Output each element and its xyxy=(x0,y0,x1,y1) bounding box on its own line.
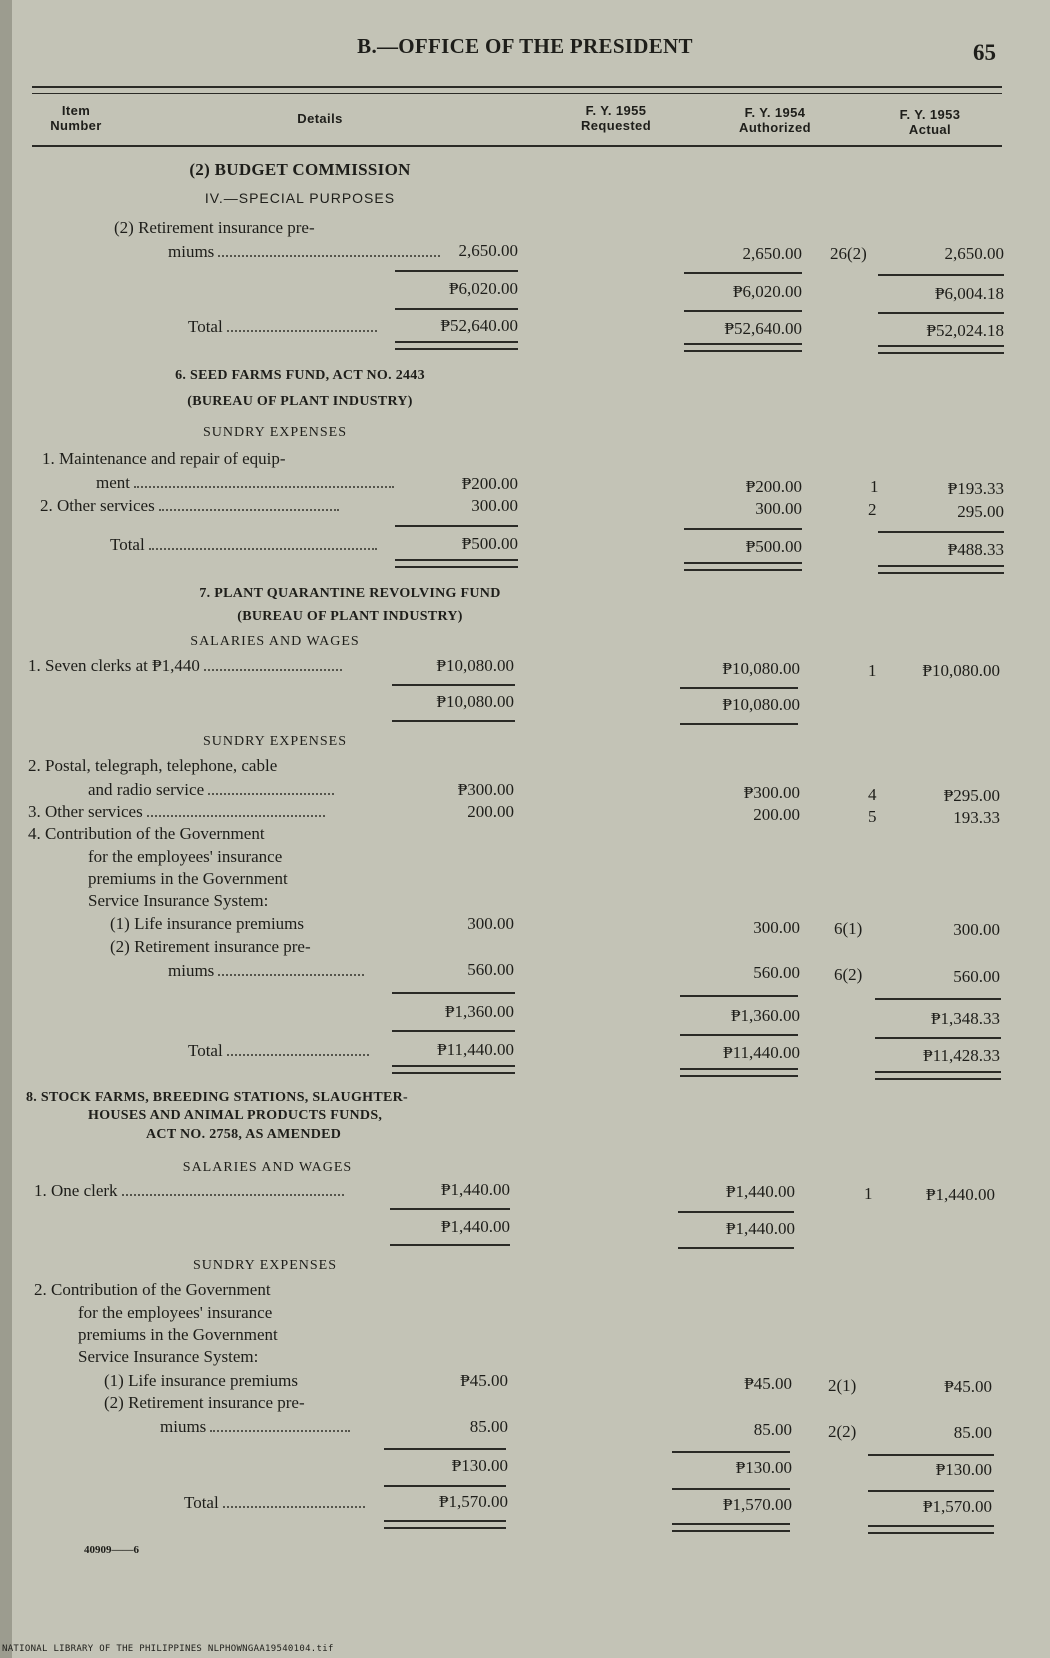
fy1955-value: ₱45.00 xyxy=(460,1371,508,1390)
total-rule xyxy=(672,1488,790,1490)
subtotal-rule xyxy=(680,687,798,689)
subtotal-rule xyxy=(384,1448,506,1450)
fy1954-value: ₱45.00 xyxy=(744,1374,792,1393)
section-heading: 8. STOCK FARMS, BREEDING STATIONS, SLAUGHTER- xyxy=(26,1090,408,1105)
fy1954-total: ₱500.00 xyxy=(745,537,802,556)
item-label: (1) Life insurance premiums xyxy=(104,1371,299,1390)
total-label: Total xyxy=(184,1492,365,1513)
fy1953-value: 560.00 xyxy=(953,967,1000,986)
item-label-cont: premiums in the Government xyxy=(78,1325,278,1344)
item-label-cont: miums xyxy=(160,1416,350,1437)
total-rule xyxy=(878,531,1004,533)
fy1953-subtotal: ₱1,348.33 xyxy=(931,1009,1000,1028)
item-label: 2. Postal, telegraph, telephone, cable xyxy=(28,756,278,775)
total-double-rule xyxy=(680,1068,798,1077)
reference-number: 26(2) xyxy=(830,244,867,263)
total-rule xyxy=(392,1030,515,1032)
subtotal-rule xyxy=(680,995,798,997)
item-label: 3. Other services xyxy=(28,801,325,822)
col-fy1953: F. Y. 1953 Actual xyxy=(899,107,961,137)
total-double-rule xyxy=(395,559,518,568)
section-subheading: IV.—SPECIAL PURPOSES xyxy=(204,190,396,206)
total-double-rule xyxy=(868,1525,994,1534)
fy1953-value: ₱45.00 xyxy=(944,1377,992,1396)
fy1953-value: ₱193.33 xyxy=(947,479,1004,498)
item-label: 2. Contribution of the Government xyxy=(34,1280,271,1299)
total-double-rule xyxy=(878,345,1004,354)
fy1954-subtotal: ₱1,440.00 xyxy=(726,1219,795,1238)
item-label-cont: for the employees' insurance xyxy=(78,1303,273,1322)
item-label-cont: Service Insurance System: xyxy=(88,891,269,910)
section-heading: 6. SEED FARMS FUND, ACT NO. 2443 xyxy=(175,368,425,383)
item-label-cont: ment xyxy=(96,472,394,493)
header-rule-top xyxy=(32,86,1002,88)
item-label-cont: premiums in the Government xyxy=(88,869,288,888)
total-label: Total xyxy=(110,534,377,555)
fy1955-value: 560.00 xyxy=(467,960,514,979)
col-fy1955: F. Y. 1955 Requested xyxy=(580,103,652,133)
item-label-cont: and radio service xyxy=(88,779,334,800)
fy1954-value: ₱300.00 xyxy=(743,783,800,802)
expense-category: SUNDRY EXPENSES xyxy=(202,425,347,440)
fy1953-value: 193.33 xyxy=(953,808,1000,827)
subtotal-rule xyxy=(678,1211,794,1213)
fy1954-value: 200.00 xyxy=(753,805,800,824)
section-heading: (2) BUDGET COMMISSION xyxy=(189,160,411,179)
page-binding-edge xyxy=(0,0,12,1658)
fy1955-value: 2,650.00 xyxy=(458,241,518,260)
subtotal-rule xyxy=(878,274,1004,276)
fy1953-value: 2,650.00 xyxy=(944,244,1004,263)
total-double-rule xyxy=(672,1523,790,1532)
fy1955-value: ₱200.00 xyxy=(461,474,518,493)
reference-number: 6(2) xyxy=(834,965,863,984)
fy1953-total: ₱52,024.18 xyxy=(926,321,1004,340)
total-double-rule xyxy=(684,562,802,571)
fy1954-value: 560.00 xyxy=(753,963,800,982)
header-rule-bottom xyxy=(32,145,1002,147)
subtotal-rule xyxy=(390,1244,510,1246)
total-rule xyxy=(868,1490,994,1492)
fy1955-subtotal: ₱6,020.00 xyxy=(449,279,518,298)
total-double-rule xyxy=(395,341,518,350)
fy1953-subtotal: ₱6,004.18 xyxy=(935,284,1004,303)
fy1955-total: ₱1,570.00 xyxy=(439,1492,508,1511)
total-rule xyxy=(384,1485,506,1487)
fy1953-value: 85.00 xyxy=(953,1423,992,1442)
fy1955-value: ₱10,080.00 xyxy=(436,656,514,675)
subtotal-rule xyxy=(680,723,798,725)
col-details: Details xyxy=(297,111,343,126)
total-label: Total xyxy=(188,1040,369,1061)
fy1954-total: ₱52,640.00 xyxy=(724,319,802,338)
fy1954-subtotal: ₱6,020.00 xyxy=(733,282,802,301)
total-rule xyxy=(878,312,1004,314)
expense-category: SUNDRY EXPENSES xyxy=(192,1258,337,1273)
total-rule xyxy=(684,310,802,312)
section-heading: 7. PLANT QUARANTINE REVOLVING FUND xyxy=(199,586,501,601)
fy1954-value: ₱10,080.00 xyxy=(722,659,800,678)
subtotal-rule xyxy=(684,272,802,274)
fy1954-value: 85.00 xyxy=(753,1420,792,1439)
item-label: 1. One clerk xyxy=(34,1180,344,1201)
total-rule xyxy=(684,528,802,530)
item-label-cont: Service Insurance System: xyxy=(78,1347,259,1366)
total-rule xyxy=(680,1034,798,1036)
reference-number: 2(1) xyxy=(828,1376,857,1395)
subtotal-rule xyxy=(875,998,1001,1000)
fy1954-value: ₱1,440.00 xyxy=(726,1182,795,1201)
reference-number: 1 xyxy=(864,1184,873,1203)
fy1954-value: 2,650.00 xyxy=(742,244,802,263)
fy1954-total: ₱11,440.00 xyxy=(723,1043,800,1062)
fy1955-value: ₱1,440.00 xyxy=(441,1180,510,1199)
item-label: 1. Seven clerks at ₱1,440 xyxy=(28,655,342,676)
section-heading-cont: HOUSES AND ANIMAL PRODUCTS FUNDS, xyxy=(88,1108,383,1123)
fy1955-subtotal: ₱1,360.00 xyxy=(445,1002,514,1021)
fy1955-value: 200.00 xyxy=(467,802,514,821)
page-title: B.—OFFICE OF THE PRESIDENT xyxy=(357,34,693,58)
fy1955-subtotal: ₱130.00 xyxy=(451,1456,508,1475)
subtotal-rule xyxy=(395,270,518,272)
reference-number: 4 xyxy=(868,785,877,804)
fy1954-value: 300.00 xyxy=(753,918,800,937)
fy1955-value: 300.00 xyxy=(471,496,518,515)
total-double-rule xyxy=(384,1520,506,1529)
item-label-cont: miums xyxy=(168,960,364,981)
fy1953-subtotal: ₱130.00 xyxy=(935,1460,992,1479)
scan-footer: NATIONAL LIBRARY OF THE PHILIPPINES NLPHOWNGAA19540104.tif xyxy=(2,1644,334,1654)
fy1954-subtotal: ₱130.00 xyxy=(735,1458,792,1477)
print-mark: 40909——6 xyxy=(84,1544,139,1556)
col-item-number: Item Number xyxy=(50,103,102,133)
header-rule-top-2 xyxy=(32,93,1002,94)
total-label: Total xyxy=(188,316,377,337)
item-label-cont: miums xyxy=(168,241,440,262)
item-label: (2) Retirement insurance pre- xyxy=(114,218,315,237)
item-label: 4. Contribution of the Government xyxy=(28,824,265,843)
section-heading-cont: ACT NO. 2758, AS AMENDED xyxy=(146,1127,342,1142)
subtotal-rule xyxy=(672,1451,790,1453)
reference-number: 1 xyxy=(868,661,877,680)
reference-number: 2(2) xyxy=(828,1422,857,1441)
fy1954-value: ₱200.00 xyxy=(745,477,802,496)
fy1955-total: ₱52,640.00 xyxy=(440,316,518,335)
item-label: (1) Life insurance premiums xyxy=(110,914,305,933)
fy1953-value: ₱295.00 xyxy=(943,786,1000,805)
fy1955-total: ₱11,440.00 xyxy=(437,1040,514,1059)
expense-category: SALARIES AND WAGES xyxy=(182,1160,353,1175)
item-label: (2) Retirement insurance pre- xyxy=(110,937,311,956)
page-number: 65 xyxy=(973,40,996,65)
fy1953-total: ₱488.33 xyxy=(947,540,1004,559)
col-fy1954: F. Y. 1954 Authorized xyxy=(739,105,811,135)
expense-category: SUNDRY EXPENSES xyxy=(202,734,347,749)
section-heading-cont: (BUREAU OF PLANT INDUSTRY) xyxy=(237,609,463,624)
item-label: 2. Other services xyxy=(40,495,339,516)
fy1953-total: ₱11,428.33 xyxy=(923,1046,1000,1065)
fy1955-value: 85.00 xyxy=(469,1417,508,1436)
item-label: (2) Retirement insurance pre- xyxy=(104,1393,305,1412)
total-double-rule xyxy=(684,343,802,352)
total-double-rule xyxy=(392,1065,515,1074)
fy1953-value: ₱1,440.00 xyxy=(926,1185,995,1204)
fy1953-total: ₱1,570.00 xyxy=(923,1497,992,1516)
subtotal-rule xyxy=(868,1454,994,1456)
fy1955-value: ₱300.00 xyxy=(457,780,514,799)
fy1954-value: 300.00 xyxy=(755,499,802,518)
fy1953-value: ₱10,080.00 xyxy=(922,661,1000,680)
subtotal-rule xyxy=(392,992,515,994)
fy1953-value: 300.00 xyxy=(953,920,1000,939)
fy1955-value: 300.00 xyxy=(467,914,514,933)
fy1955-total: ₱500.00 xyxy=(461,534,518,553)
subtotal-rule xyxy=(390,1208,510,1210)
reference-number: 1 xyxy=(870,477,879,496)
total-double-rule xyxy=(875,1071,1001,1080)
fy1954-subtotal: ₱10,080.00 xyxy=(722,695,800,714)
fy1955-subtotal: ₱10,080.00 xyxy=(436,692,514,711)
item-label-cont: for the employees' insurance xyxy=(88,847,283,866)
expense-category: SALARIES AND WAGES xyxy=(190,634,360,649)
fy1955-subtotal: ₱1,440.00 xyxy=(441,1217,510,1236)
reference-number: 2 xyxy=(868,500,877,519)
total-rule xyxy=(395,525,518,527)
total-double-rule xyxy=(878,565,1004,574)
total-rule xyxy=(875,1037,1001,1039)
reference-number: 5 xyxy=(868,807,877,826)
fy1954-subtotal: ₱1,360.00 xyxy=(731,1006,800,1025)
reference-number: 6(1) xyxy=(834,919,863,938)
subtotal-rule xyxy=(392,720,515,722)
fy1954-total: ₱1,570.00 xyxy=(723,1495,792,1514)
item-label: 1. Maintenance and repair of equip- xyxy=(42,449,286,468)
fy1953-value: 295.00 xyxy=(957,502,1004,521)
section-heading-cont: (BUREAU OF PLANT INDUSTRY) xyxy=(187,394,413,409)
subtotal-rule xyxy=(392,684,515,686)
subtotal-rule xyxy=(678,1247,794,1249)
total-rule xyxy=(395,308,518,310)
